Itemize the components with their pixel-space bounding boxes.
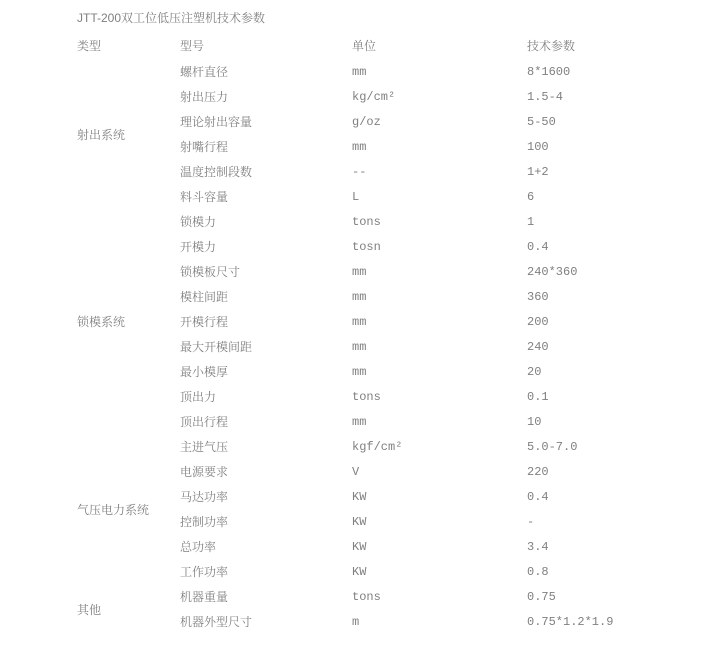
param-unit: m (352, 614, 360, 629)
param-unit: kgf/cm² (352, 439, 403, 454)
param-name: 总功率 (180, 540, 217, 554)
param-unit: L (352, 189, 360, 204)
column-header-value: 技术参数 (527, 39, 576, 53)
param-unit: mm (352, 314, 367, 329)
param-unit: KW (352, 514, 367, 529)
param-value: 5.0-7.0 (527, 439, 578, 454)
param-name: 最小模厚 (180, 365, 229, 379)
spec-table (77, 32, 723, 634)
page-title: JTT-200双工位低压注塑机技术参数 (77, 11, 266, 25)
param-value: 360 (527, 289, 549, 304)
param-unit: tons (352, 214, 381, 229)
param-name: 模柱间距 (180, 290, 229, 304)
param-name: 电源要求 (180, 465, 229, 479)
param-value: 240 (527, 339, 549, 354)
param-unit: mm (352, 289, 367, 304)
param-unit: tons (352, 589, 381, 604)
param-name: 最大开模间距 (180, 340, 253, 354)
param-value: 5-50 (527, 114, 556, 129)
param-value: 100 (527, 139, 549, 154)
param-value: 240*360 (527, 264, 578, 279)
column-header-type: 类型 (77, 39, 102, 53)
param-unit: mm (352, 64, 367, 79)
param-name: 机器重量 (180, 590, 229, 604)
param-name: 锁模板尺寸 (180, 265, 241, 279)
param-name: 马达功率 (180, 490, 229, 504)
param-unit: KW (352, 539, 367, 554)
group-label: 射出系统 (77, 127, 126, 142)
param-name: 温度控制段数 (180, 165, 253, 179)
param-value: 0.1 (527, 389, 549, 404)
param-name: 顶出行程 (180, 415, 229, 429)
param-name: 理论射出容量 (180, 115, 253, 129)
param-value: 8*1600 (527, 64, 571, 79)
param-unit: KW (352, 489, 367, 504)
param-value: 6 (527, 189, 535, 204)
param-value: 10 (527, 414, 542, 429)
param-name: 射嘴行程 (180, 140, 229, 154)
param-name: 控制功率 (180, 515, 229, 529)
param-name: 开模行程 (180, 315, 229, 329)
param-value: 1+2 (527, 164, 549, 179)
param-name: 机器外型尺寸 (180, 615, 253, 629)
param-unit: KW (352, 564, 367, 579)
param-unit: mm (352, 139, 367, 154)
param-unit: V (352, 464, 360, 479)
param-name: 开模力 (180, 240, 217, 254)
param-name: 料斗容量 (180, 190, 229, 204)
column-header-unit: 单位 (352, 39, 377, 53)
group-label: 其他 (77, 602, 102, 617)
param-name: 顶出力 (180, 390, 217, 404)
group-label: 气压电力系统 (77, 502, 150, 517)
param-unit: mm (352, 264, 367, 279)
param-unit: g/oz (352, 114, 381, 129)
param-value: 0.75*1.2*1.9 (527, 614, 614, 629)
param-name: 锁模力 (180, 215, 217, 229)
param-unit: tosn (352, 239, 381, 254)
param-value: 1.5-4 (527, 89, 564, 104)
param-value: 0.4 (527, 239, 549, 254)
table-row (77, 209, 723, 234)
param-unit: mm (352, 414, 367, 429)
param-name: 螺杆直径 (180, 65, 229, 79)
param-value: 1 (527, 214, 535, 229)
param-value: 0.75 (527, 589, 556, 604)
param-unit: mm (352, 364, 367, 379)
table-row (77, 584, 723, 609)
table-row (77, 59, 723, 84)
column-header-model: 型号 (180, 39, 205, 53)
param-value: 3.4 (527, 539, 549, 554)
param-name: 射出压力 (180, 90, 229, 104)
param-name: 主进气压 (180, 440, 229, 454)
spec-table-body (77, 59, 723, 634)
param-value: - (527, 514, 535, 529)
param-value: 0.8 (527, 564, 549, 579)
param-value: 0.4 (527, 489, 549, 504)
param-value: 200 (527, 314, 549, 329)
param-unit: kg/cm² (352, 89, 396, 104)
group-label: 锁模系统 (77, 315, 126, 329)
param-unit: tons (352, 389, 381, 404)
param-name: 工作功率 (180, 565, 229, 579)
header-row (77, 32, 723, 59)
param-unit: mm (352, 339, 367, 354)
param-unit: -- (352, 164, 367, 179)
table-row (77, 434, 723, 459)
param-value: 220 (527, 464, 549, 479)
param-value: 20 (527, 364, 542, 379)
spec-table-header (77, 32, 723, 59)
